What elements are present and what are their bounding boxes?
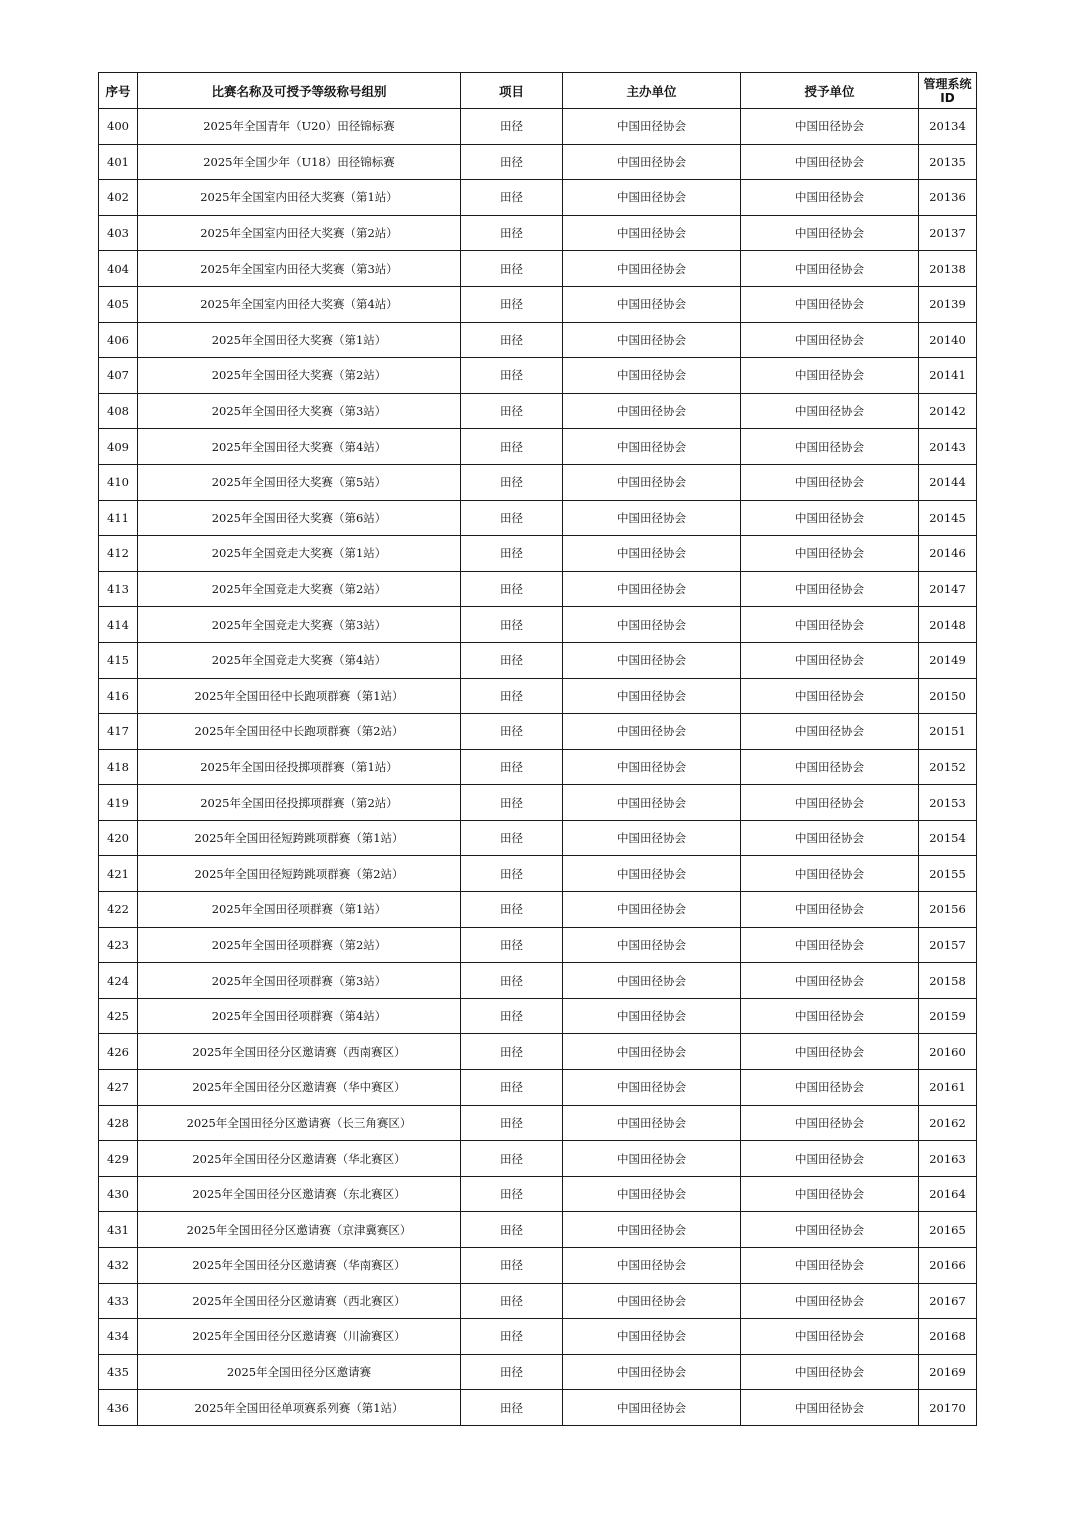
table-row bbox=[99, 963, 977, 999]
cell-serial-no: 430 bbox=[99, 1176, 138, 1212]
cell-serial-no: 421 bbox=[99, 856, 138, 892]
cell-competition-name: 2025年全国田径大奖赛（第4站） bbox=[138, 429, 461, 465]
cell-competition-name: 2025年全国田径大奖赛（第1站） bbox=[138, 322, 461, 358]
table-row bbox=[99, 1319, 977, 1355]
header-grantor: 授予单位 bbox=[741, 73, 919, 109]
cell-system-id: 20141 bbox=[919, 358, 977, 394]
cell-competition-name: 2025年全国室内田径大奖赛（第2站） bbox=[138, 215, 461, 251]
cell-serial-no: 404 bbox=[99, 251, 138, 287]
table-row bbox=[99, 109, 977, 145]
cell-competition-name: 2025年全国田径项群赛（第1站） bbox=[138, 892, 461, 928]
cell-competition-name: 2025年全国田径分区邀请赛（西南赛区） bbox=[138, 1034, 461, 1070]
table-row bbox=[99, 1034, 977, 1070]
cell-sport: 田径 bbox=[461, 927, 563, 963]
cell-competition-name: 2025年全国竞走大奖赛（第3站） bbox=[138, 607, 461, 643]
cell-competition-name: 2025年全国青年（U20）田径锦标赛 bbox=[138, 109, 461, 145]
table-row bbox=[99, 607, 977, 643]
cell-system-id: 20149 bbox=[919, 642, 977, 678]
cell-serial-no: 410 bbox=[99, 464, 138, 500]
cell-organizer: 中国田径协会 bbox=[563, 1141, 741, 1177]
cell-system-id: 20138 bbox=[919, 251, 977, 287]
cell-competition-name: 2025年全国田径短跨跳项群赛（第2站） bbox=[138, 856, 461, 892]
cell-serial-no: 418 bbox=[99, 749, 138, 785]
cell-serial-no: 434 bbox=[99, 1319, 138, 1355]
cell-competition-name: 2025年全国田径投掷项群赛（第1站） bbox=[138, 749, 461, 785]
cell-serial-no: 432 bbox=[99, 1248, 138, 1284]
cell-serial-no: 408 bbox=[99, 393, 138, 429]
table-row bbox=[99, 1390, 977, 1426]
cell-system-id: 20137 bbox=[919, 215, 977, 251]
cell-system-id: 20165 bbox=[919, 1212, 977, 1248]
table-row bbox=[99, 1176, 977, 1212]
cell-competition-name: 2025年全国田径分区邀请赛（西北赛区） bbox=[138, 1283, 461, 1319]
cell-competition-name: 2025年全国田径短跨跳项群赛（第1站） bbox=[138, 820, 461, 856]
cell-competition-name: 2025年全国田径分区邀请赛（华中赛区） bbox=[138, 1070, 461, 1106]
table-row bbox=[99, 429, 977, 465]
table-row bbox=[99, 678, 977, 714]
cell-system-id: 20134 bbox=[919, 109, 977, 145]
cell-grantor: 中国田径协会 bbox=[741, 358, 919, 394]
cell-sport: 田径 bbox=[461, 500, 563, 536]
cell-grantor: 中国田径协会 bbox=[741, 678, 919, 714]
cell-grantor: 中国田径协会 bbox=[741, 1354, 919, 1390]
cell-serial-no: 429 bbox=[99, 1141, 138, 1177]
cell-organizer: 中国田径协会 bbox=[563, 1105, 741, 1141]
cell-competition-name: 2025年全国田径中长跑项群赛（第2站） bbox=[138, 714, 461, 750]
cell-organizer: 中国田径协会 bbox=[563, 927, 741, 963]
cell-system-id: 20163 bbox=[919, 1141, 977, 1177]
cell-competition-name: 2025年全国少年（U18）田径锦标赛 bbox=[138, 144, 461, 180]
table-row bbox=[99, 642, 977, 678]
cell-grantor: 中国田径协会 bbox=[741, 1141, 919, 1177]
cell-sport: 田径 bbox=[461, 251, 563, 287]
cell-grantor: 中国田径协会 bbox=[741, 785, 919, 821]
cell-serial-no: 406 bbox=[99, 322, 138, 358]
table-row bbox=[99, 927, 977, 963]
cell-system-id: 20166 bbox=[919, 1248, 977, 1284]
cell-sport: 田径 bbox=[461, 607, 563, 643]
cell-organizer: 中国田径协会 bbox=[563, 607, 741, 643]
table-row bbox=[99, 215, 977, 251]
cell-organizer: 中国田径协会 bbox=[563, 322, 741, 358]
table-row bbox=[99, 358, 977, 394]
table-row bbox=[99, 393, 977, 429]
cell-sport: 田径 bbox=[461, 856, 563, 892]
cell-competition-name: 2025年全国田径分区邀请赛（华北赛区） bbox=[138, 1141, 461, 1177]
cell-system-id: 20160 bbox=[919, 1034, 977, 1070]
cell-organizer: 中国田径协会 bbox=[563, 749, 741, 785]
cell-system-id: 20151 bbox=[919, 714, 977, 750]
cell-system-id: 20156 bbox=[919, 892, 977, 928]
cell-system-id: 20170 bbox=[919, 1390, 977, 1426]
cell-sport: 田径 bbox=[461, 1176, 563, 1212]
table-row bbox=[99, 536, 977, 572]
cell-serial-no: 405 bbox=[99, 286, 138, 322]
table-row bbox=[99, 322, 977, 358]
cell-organizer: 中国田径协会 bbox=[563, 251, 741, 287]
cell-sport: 田径 bbox=[461, 749, 563, 785]
cell-organizer: 中国田径协会 bbox=[563, 1070, 741, 1106]
cell-serial-no: 400 bbox=[99, 109, 138, 145]
cell-organizer: 中国田径协会 bbox=[563, 571, 741, 607]
cell-system-id: 20168 bbox=[919, 1319, 977, 1355]
cell-serial-no: 416 bbox=[99, 678, 138, 714]
cell-serial-no: 411 bbox=[99, 500, 138, 536]
cell-competition-name: 2025年全国田径分区邀请赛（长三角赛区） bbox=[138, 1105, 461, 1141]
cell-system-id: 20147 bbox=[919, 571, 977, 607]
cell-grantor: 中国田径协会 bbox=[741, 927, 919, 963]
cell-competition-name: 2025年全国田径分区邀请赛（川渝赛区） bbox=[138, 1319, 461, 1355]
cell-serial-no: 403 bbox=[99, 215, 138, 251]
cell-system-id: 20154 bbox=[919, 820, 977, 856]
cell-competition-name: 2025年全国田径分区邀请赛 bbox=[138, 1354, 461, 1390]
cell-organizer: 中国田径协会 bbox=[563, 1390, 741, 1426]
cell-sport: 田径 bbox=[461, 286, 563, 322]
cell-sport: 田径 bbox=[461, 785, 563, 821]
cell-system-id: 20155 bbox=[919, 856, 977, 892]
table-row bbox=[99, 856, 977, 892]
header-competition-name: 比赛名称及可授予等级称号组别 bbox=[138, 73, 461, 109]
cell-sport: 田径 bbox=[461, 180, 563, 216]
cell-organizer: 中国田径协会 bbox=[563, 642, 741, 678]
cell-grantor: 中国田径协会 bbox=[741, 464, 919, 500]
cell-competition-name: 2025年全国田径分区邀请赛（华南赛区） bbox=[138, 1248, 461, 1284]
cell-sport: 田径 bbox=[461, 358, 563, 394]
cell-system-id: 20152 bbox=[919, 749, 977, 785]
cell-serial-no: 401 bbox=[99, 144, 138, 180]
cell-grantor: 中国田径协会 bbox=[741, 109, 919, 145]
cell-sport: 田径 bbox=[461, 820, 563, 856]
table-row bbox=[99, 998, 977, 1034]
cell-organizer: 中国田径协会 bbox=[563, 963, 741, 999]
cell-serial-no: 414 bbox=[99, 607, 138, 643]
cell-sport: 田径 bbox=[461, 963, 563, 999]
cell-sport: 田径 bbox=[461, 322, 563, 358]
cell-serial-no: 427 bbox=[99, 1070, 138, 1106]
cell-sport: 田径 bbox=[461, 571, 563, 607]
cell-sport: 田径 bbox=[461, 1319, 563, 1355]
cell-competition-name: 2025年全国竞走大奖赛（第4站） bbox=[138, 642, 461, 678]
cell-grantor: 中国田径协会 bbox=[741, 749, 919, 785]
cell-system-id: 20136 bbox=[919, 180, 977, 216]
header-serial-no: 序号 bbox=[99, 73, 138, 109]
cell-organizer: 中国田径协会 bbox=[563, 892, 741, 928]
cell-serial-no: 426 bbox=[99, 1034, 138, 1070]
cell-system-id: 20150 bbox=[919, 678, 977, 714]
cell-system-id: 20143 bbox=[919, 429, 977, 465]
cell-serial-no: 409 bbox=[99, 429, 138, 465]
cell-sport: 田径 bbox=[461, 642, 563, 678]
cell-organizer: 中国田径协会 bbox=[563, 1283, 741, 1319]
table-row bbox=[99, 180, 977, 216]
cell-organizer: 中国田径协会 bbox=[563, 1319, 741, 1355]
cell-organizer: 中国田径协会 bbox=[563, 1176, 741, 1212]
cell-organizer: 中国田径协会 bbox=[563, 500, 741, 536]
cell-system-id: 20145 bbox=[919, 500, 977, 536]
cell-system-id: 20135 bbox=[919, 144, 977, 180]
cell-serial-no: 402 bbox=[99, 180, 138, 216]
cell-sport: 田径 bbox=[461, 714, 563, 750]
header-sport: 项目 bbox=[461, 73, 563, 109]
cell-sport: 田径 bbox=[461, 1141, 563, 1177]
cell-sport: 田径 bbox=[461, 678, 563, 714]
cell-serial-no: 413 bbox=[99, 571, 138, 607]
table-header-row bbox=[99, 73, 977, 109]
cell-sport: 田径 bbox=[461, 1354, 563, 1390]
header-organizer: 主办单位 bbox=[563, 73, 741, 109]
cell-competition-name: 2025年全国田径项群赛（第2站） bbox=[138, 927, 461, 963]
cell-serial-no: 415 bbox=[99, 642, 138, 678]
cell-competition-name: 2025年全国田径单项赛系列赛（第1站） bbox=[138, 1390, 461, 1426]
cell-organizer: 中国田径协会 bbox=[563, 536, 741, 572]
cell-organizer: 中国田径协会 bbox=[563, 464, 741, 500]
cell-organizer: 中国田径协会 bbox=[563, 144, 741, 180]
cell-grantor: 中国田径协会 bbox=[741, 1105, 919, 1141]
cell-sport: 田径 bbox=[461, 1283, 563, 1319]
cell-system-id: 20146 bbox=[919, 536, 977, 572]
cell-sport: 田径 bbox=[461, 144, 563, 180]
cell-sport: 田径 bbox=[461, 393, 563, 429]
cell-organizer: 中国田径协会 bbox=[563, 820, 741, 856]
cell-grantor: 中国田径协会 bbox=[741, 1248, 919, 1284]
cell-grantor: 中国田径协会 bbox=[741, 1070, 919, 1106]
cell-sport: 田径 bbox=[461, 1390, 563, 1426]
cell-competition-name: 2025年全国田径投掷项群赛（第2站） bbox=[138, 785, 461, 821]
cell-grantor: 中国田径协会 bbox=[741, 998, 919, 1034]
cell-grantor: 中国田径协会 bbox=[741, 571, 919, 607]
competition-table bbox=[98, 72, 977, 1426]
table-row bbox=[99, 286, 977, 322]
cell-organizer: 中国田径协会 bbox=[563, 785, 741, 821]
table-row bbox=[99, 714, 977, 750]
cell-competition-name: 2025年全国田径大奖赛（第5站） bbox=[138, 464, 461, 500]
cell-competition-name: 2025年全国室内田径大奖赛（第4站） bbox=[138, 286, 461, 322]
cell-serial-no: 407 bbox=[99, 358, 138, 394]
table-row bbox=[99, 1141, 977, 1177]
table-row bbox=[99, 820, 977, 856]
table-row bbox=[99, 1105, 977, 1141]
cell-sport: 田径 bbox=[461, 1105, 563, 1141]
cell-serial-no: 419 bbox=[99, 785, 138, 821]
cell-grantor: 中国田径协会 bbox=[741, 322, 919, 358]
cell-sport: 田径 bbox=[461, 1034, 563, 1070]
table-row bbox=[99, 892, 977, 928]
header-system-id: 管理系统ID bbox=[919, 73, 977, 109]
table-row bbox=[99, 1354, 977, 1390]
table-row bbox=[99, 1212, 977, 1248]
cell-serial-no: 424 bbox=[99, 963, 138, 999]
table-row bbox=[99, 571, 977, 607]
cell-sport: 田径 bbox=[461, 892, 563, 928]
cell-competition-name: 2025年全国田径大奖赛（第3站） bbox=[138, 393, 461, 429]
cell-organizer: 中国田径协会 bbox=[563, 714, 741, 750]
table-body bbox=[99, 109, 977, 1426]
cell-grantor: 中国田径协会 bbox=[741, 714, 919, 750]
cell-grantor: 中国田径协会 bbox=[741, 251, 919, 287]
cell-grantor: 中国田径协会 bbox=[741, 1176, 919, 1212]
cell-competition-name: 2025年全国室内田径大奖赛（第3站） bbox=[138, 251, 461, 287]
cell-grantor: 中国田径协会 bbox=[741, 963, 919, 999]
table-row bbox=[99, 785, 977, 821]
cell-sport: 田径 bbox=[461, 1070, 563, 1106]
cell-system-id: 20164 bbox=[919, 1176, 977, 1212]
table-row bbox=[99, 251, 977, 287]
table-row bbox=[99, 1070, 977, 1106]
cell-system-id: 20142 bbox=[919, 393, 977, 429]
cell-organizer: 中国田径协会 bbox=[563, 109, 741, 145]
cell-organizer: 中国田径协会 bbox=[563, 1034, 741, 1070]
cell-grantor: 中国田径协会 bbox=[741, 1212, 919, 1248]
cell-serial-no: 433 bbox=[99, 1283, 138, 1319]
cell-organizer: 中国田径协会 bbox=[563, 856, 741, 892]
cell-system-id: 20139 bbox=[919, 286, 977, 322]
cell-organizer: 中国田径协会 bbox=[563, 180, 741, 216]
table-row bbox=[99, 1248, 977, 1284]
cell-sport: 田径 bbox=[461, 429, 563, 465]
cell-sport: 田径 bbox=[461, 215, 563, 251]
cell-serial-no: 425 bbox=[99, 998, 138, 1034]
cell-system-id: 20167 bbox=[919, 1283, 977, 1319]
cell-system-id: 20140 bbox=[919, 322, 977, 358]
cell-system-id: 20159 bbox=[919, 998, 977, 1034]
cell-system-id: 20148 bbox=[919, 607, 977, 643]
cell-grantor: 中国田径协会 bbox=[741, 820, 919, 856]
cell-competition-name: 2025年全国田径分区邀请赛（东北赛区） bbox=[138, 1176, 461, 1212]
cell-grantor: 中国田径协会 bbox=[741, 1390, 919, 1426]
cell-sport: 田径 bbox=[461, 464, 563, 500]
cell-system-id: 20169 bbox=[919, 1354, 977, 1390]
cell-sport: 田径 bbox=[461, 536, 563, 572]
cell-organizer: 中国田径协会 bbox=[563, 1212, 741, 1248]
cell-system-id: 20157 bbox=[919, 927, 977, 963]
cell-system-id: 20162 bbox=[919, 1105, 977, 1141]
cell-grantor: 中国田径协会 bbox=[741, 500, 919, 536]
cell-competition-name: 2025年全国田径项群赛（第3站） bbox=[138, 963, 461, 999]
table-row bbox=[99, 1283, 977, 1319]
cell-grantor: 中国田径协会 bbox=[741, 180, 919, 216]
cell-grantor: 中国田径协会 bbox=[741, 429, 919, 465]
cell-sport: 田径 bbox=[461, 1248, 563, 1284]
cell-organizer: 中国田径协会 bbox=[563, 1354, 741, 1390]
cell-serial-no: 431 bbox=[99, 1212, 138, 1248]
table-row bbox=[99, 749, 977, 785]
cell-system-id: 20158 bbox=[919, 963, 977, 999]
cell-serial-no: 436 bbox=[99, 1390, 138, 1426]
cell-system-id: 20153 bbox=[919, 785, 977, 821]
cell-competition-name: 2025年全国田径分区邀请赛（京津冀赛区） bbox=[138, 1212, 461, 1248]
cell-grantor: 中国田径协会 bbox=[741, 1319, 919, 1355]
cell-competition-name: 2025年全国田径大奖赛（第2站） bbox=[138, 358, 461, 394]
cell-sport: 田径 bbox=[461, 109, 563, 145]
cell-serial-no: 412 bbox=[99, 536, 138, 572]
cell-grantor: 中国田径协会 bbox=[741, 286, 919, 322]
cell-grantor: 中国田径协会 bbox=[741, 144, 919, 180]
table-row bbox=[99, 500, 977, 536]
cell-serial-no: 420 bbox=[99, 820, 138, 856]
cell-organizer: 中国田径协会 bbox=[563, 678, 741, 714]
cell-serial-no: 422 bbox=[99, 892, 138, 928]
cell-organizer: 中国田径协会 bbox=[563, 998, 741, 1034]
cell-competition-name: 2025年全国室内田径大奖赛（第1站） bbox=[138, 180, 461, 216]
cell-serial-no: 435 bbox=[99, 1354, 138, 1390]
cell-organizer: 中国田径协会 bbox=[563, 393, 741, 429]
cell-serial-no: 423 bbox=[99, 927, 138, 963]
cell-competition-name: 2025年全国田径大奖赛（第6站） bbox=[138, 500, 461, 536]
cell-system-id: 20161 bbox=[919, 1070, 977, 1106]
cell-organizer: 中国田径协会 bbox=[563, 358, 741, 394]
cell-competition-name: 2025年全国竞走大奖赛（第2站） bbox=[138, 571, 461, 607]
table-row bbox=[99, 144, 977, 180]
cell-grantor: 中国田径协会 bbox=[741, 393, 919, 429]
cell-system-id: 20144 bbox=[919, 464, 977, 500]
cell-organizer: 中国田径协会 bbox=[563, 215, 741, 251]
cell-grantor: 中国田径协会 bbox=[741, 1034, 919, 1070]
cell-sport: 田径 bbox=[461, 998, 563, 1034]
cell-organizer: 中国田径协会 bbox=[563, 1248, 741, 1284]
cell-grantor: 中国田径协会 bbox=[741, 1283, 919, 1319]
cell-organizer: 中国田径协会 bbox=[563, 429, 741, 465]
cell-grantor: 中国田径协会 bbox=[741, 642, 919, 678]
cell-grantor: 中国田径协会 bbox=[741, 856, 919, 892]
cell-grantor: 中国田径协会 bbox=[741, 892, 919, 928]
cell-grantor: 中国田径协会 bbox=[741, 215, 919, 251]
cell-sport: 田径 bbox=[461, 1212, 563, 1248]
cell-competition-name: 2025年全国竞走大奖赛（第1站） bbox=[138, 536, 461, 572]
cell-serial-no: 417 bbox=[99, 714, 138, 750]
cell-serial-no: 428 bbox=[99, 1105, 138, 1141]
cell-competition-name: 2025年全国田径项群赛（第4站） bbox=[138, 998, 461, 1034]
table-row bbox=[99, 464, 977, 500]
cell-organizer: 中国田径协会 bbox=[563, 286, 741, 322]
cell-competition-name: 2025年全国田径中长跑项群赛（第1站） bbox=[138, 678, 461, 714]
cell-grantor: 中国田径协会 bbox=[741, 607, 919, 643]
cell-grantor: 中国田径协会 bbox=[741, 536, 919, 572]
